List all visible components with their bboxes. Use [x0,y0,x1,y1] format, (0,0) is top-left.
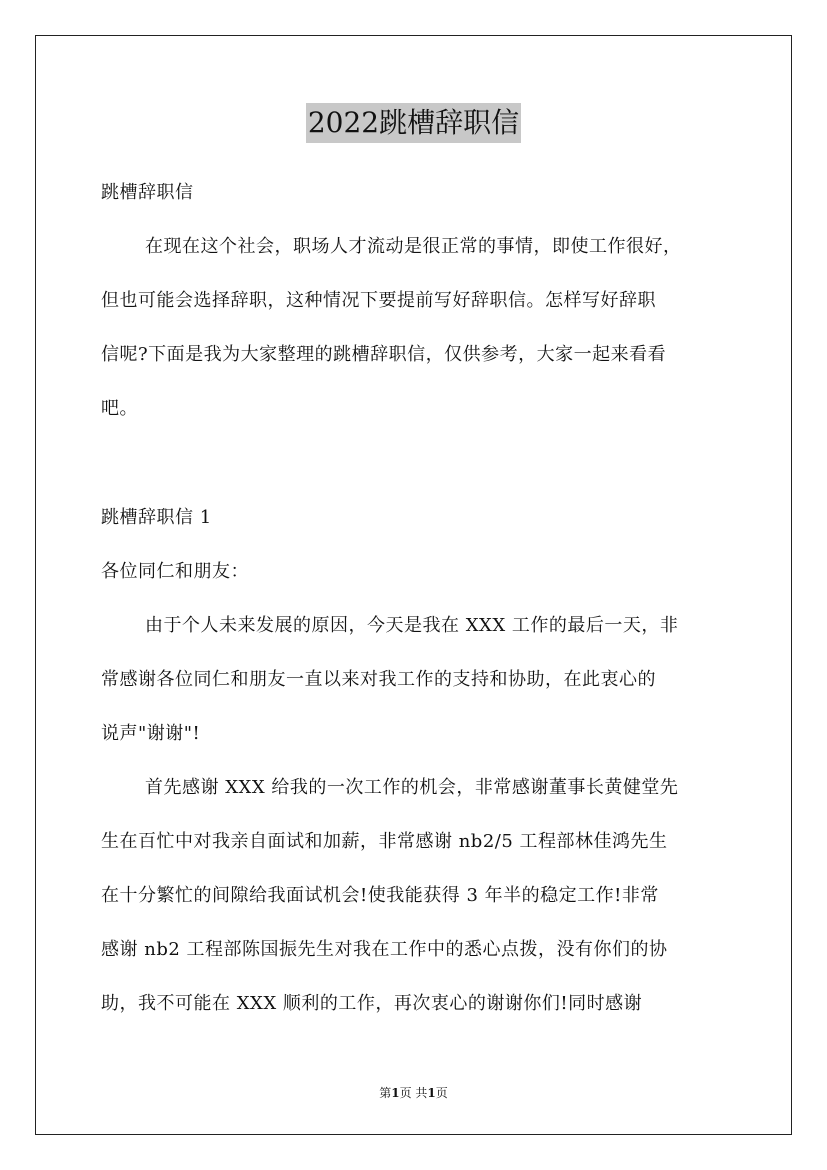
document-title: 2022跳槽辞职信 [306,103,521,143]
letter-heading: 跳槽辞职信 1 [101,507,212,528]
paragraph-line: 常感谢各位同仁和朋友一直以来对我工作的支持和协助，在此衷心的 [101,669,656,690]
paragraph-line: 助，我不可能在 XXX 顺利的工作，再次衷心的谢谢你们!同时感谢 [101,993,643,1014]
title-container [0,103,827,143]
paragraph-line: 信呢?下面是我为大家整理的跳槽辞职信，仅供参考，大家一起来看看 [101,344,667,365]
paragraph-line: 说声"谢谢"! [101,723,201,744]
paragraph-line: 吧。 [101,398,138,419]
page-footer [0,1085,827,1101]
section-heading: 跳槽辞职信 [101,182,194,203]
paragraph-line: 在十分繁忙的间隙给我面试机会!使我能获得 3 年半的稳定工作!非常 [101,885,659,906]
current-page-number: 1 [391,1086,400,1100]
paragraph-line: 但也可能会选择辞职，这种情况下要提前写好辞职信。怎样写好辞职 [101,290,656,311]
paragraph-line: 感谢 nb2 工程部陈国振先生对我在工作中的悉心点拨，没有你们的协 [101,939,668,960]
paragraph-line: 在现在这个社会，职场人才流动是很正常的事情，即使工作很好， [145,236,682,257]
paragraph-line: 生在百忙中对我亲自面试和加薪，非常感谢 nb2/5 工程部林佳鸿先生 [101,831,668,852]
paragraph-line: 由于个人未来发展的原因，今天是我在 XXX 工作的最后一天，非 [145,615,679,636]
footer-mid: 页 共 [399,1086,428,1100]
footer-prefix: 第 [379,1086,392,1100]
total-page-number: 1 [427,1086,436,1100]
paragraph-line: 首先感谢 XXX 给我的一次工作的机会，非常感谢董事长黄健堂先 [145,777,679,798]
letter-salutation: 各位同仁和朋友： [101,561,249,582]
footer-suffix: 页 [435,1086,448,1100]
